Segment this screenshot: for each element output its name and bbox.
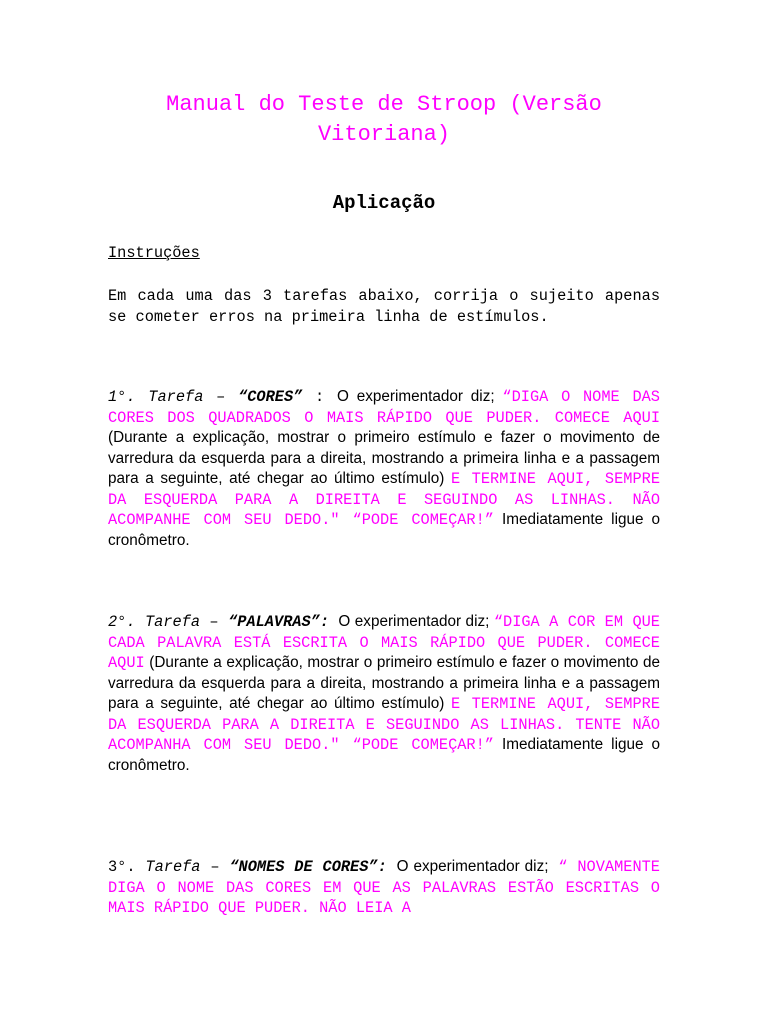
section-title: Aplicação (332, 192, 436, 214)
task2-quote-start: “DIGA A COR EM QUE CADA PALAVRA ESTÁ ESCRITA O MAIS RÁPIDO QUE PUDER. COMECE AQUI (108, 613, 660, 672)
task1-says: O experimentador diz; (336, 388, 503, 405)
task2-closing: Imediatamente ligue o cronômetro. (108, 736, 660, 774)
document-title: Manual do Teste de Stroop (Versão Vitoriana) (166, 92, 602, 147)
task2-colon (329, 613, 338, 631)
task1-name: “CORES” (238, 388, 303, 406)
task3-says: O experimentador diz; (396, 858, 549, 875)
task3-name: “NOMES DE CORES”: (229, 858, 387, 876)
task1-label: Tarefa (135, 388, 204, 406)
task3-dash: – (200, 858, 230, 876)
task1-paragraph (108, 387, 660, 551)
task1-explanation: (Durante a explicação, mostrar o primeiro estímulo e fazer o movimento de varredura da esquerda para a direita, mostrando a primeira linha e a passagem para a seguinte, até chegar ao último estímulo) (108, 429, 660, 487)
task2-says: O experimentador diz; (338, 613, 494, 630)
intro-paragraph: Em cada uma das 3 tarefas abaixo, corrija o sujeito apenas se cometer erros na primeira linha de estímulos. (108, 287, 660, 326)
task3-label: Tarefa (135, 858, 201, 876)
task2-name: “PALAVRAS”: (228, 613, 330, 631)
task2-label: Tarefa (135, 613, 201, 631)
instructions-heading: Instruções (108, 244, 200, 262)
task3-quote-start: “ NOVAMENTE DIGA O NOME DAS CORES EM QUE AS PALAVRAS ESTÃO ESCRITAS O MAIS RÁPIDO QUE PUDER. NÃO LEIA A (108, 858, 660, 917)
task2-explanation: (Durante a explicação, mostrar o primeiro estímulo e fazer o movimento de varredura da esquerda para a direita, mostrando a primeira linha e a passagem para a seguinte, até chegar ao último estímulo) (108, 654, 660, 712)
task1-quote-start: “DIGA O NOME DAS CORES DOS QUADRADOS O MAIS RÁPIDO QUE PUDER. COMECE AQUI (108, 388, 660, 427)
task1-quote-end: E TERMINE AQUI, SEMPRE DA ESQUERDA PARA A DIREITA E SEGUINDO AS LINHAS. NÃO ACOMPANHE COM SEU DEDO." “PODE COMEÇAR!” (108, 470, 661, 529)
task2-paragraph (108, 612, 660, 776)
task1-colon: : (302, 388, 337, 406)
task3-colon (387, 858, 397, 876)
task2-number: 2°. (108, 613, 136, 631)
task3-number: 3°. (108, 858, 136, 876)
task2-quote-end: E TERMINE AQUI, SEMPRE DA ESQUERDA PARA A DIREITA E SEGUINDO AS LINHAS. TENTE NÃO ACOMPANHA COM SEU DEDO." “PODE COMEÇAR!” (108, 695, 661, 754)
task1-dash: – (203, 388, 239, 406)
task1-number: 1°. (108, 388, 136, 406)
task2-dash: – (200, 613, 229, 631)
task1-closing: Imediatamente ligue o cronômetro. (108, 511, 660, 549)
task3-paragraph (108, 857, 660, 919)
